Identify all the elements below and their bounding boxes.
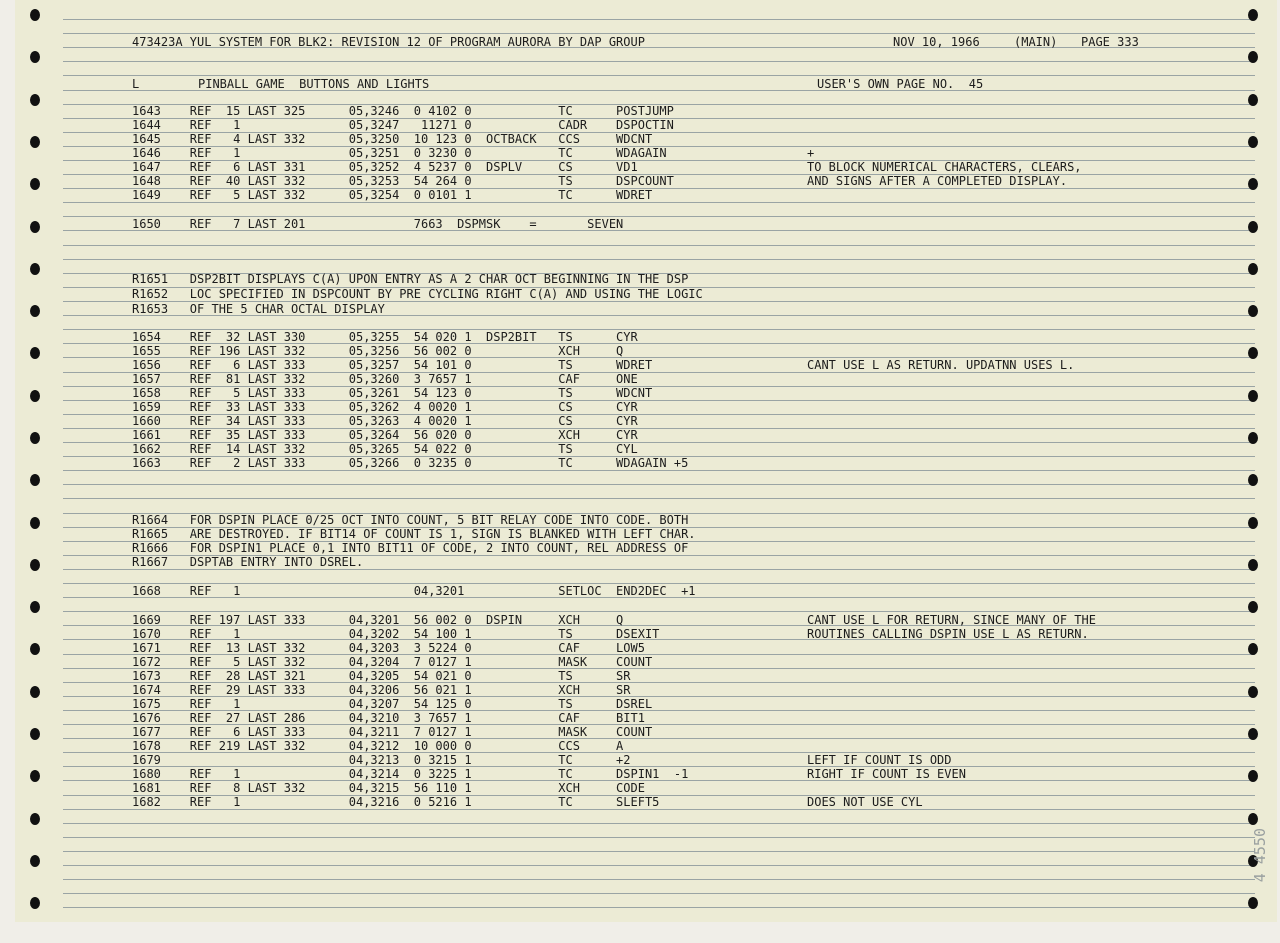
ruled-line (63, 809, 1255, 810)
listing-line: 1673 REF 28 LAST 321 04,3205 54 021 0 TS SR (132, 669, 631, 683)
remark-line: R1651 DSP2BIT DISPLAYS C(A) UPON ENTRY AS A 2 CHAR OCT BEGINNING IN THE DSP (132, 272, 689, 286)
tractor-hole (30, 643, 40, 655)
remark-line: R1653 OF THE 5 CHAR OCTAL DISPLAY (132, 302, 385, 316)
listing-line: 1681 REF 8 LAST 332 04,3215 56 110 1 XCH CODE (132, 781, 645, 795)
tractor-hole (1248, 94, 1258, 106)
tractor-hole (30, 347, 40, 359)
comment-line: + (807, 146, 815, 160)
header-title: 473423A YUL SYSTEM FOR BLK2: REVISION 12 OF PROGRAM AURORA BY DAP GROUP (132, 35, 645, 49)
ruled-line (63, 33, 1255, 34)
ruled-line (63, 611, 1255, 612)
comment-line: AND SIGNS AFTER A COMPLETED DISPLAY. (807, 174, 1068, 188)
header-page: PAGE 333 (1081, 35, 1139, 49)
tractor-hole (30, 686, 40, 698)
comment-line: DOES NOT USE CYL (807, 795, 923, 809)
listing-line: 1682 REF 1 04,3216 0 5216 1 TC SLEFT5 (132, 795, 660, 809)
listing-line: 1663 REF 2 LAST 333 05,3266 0 3235 0 TC WDAGAIN +5 (132, 456, 689, 470)
listing-line: 1660 REF 34 LAST 333 05,3263 4 0020 1 CS CYR (132, 414, 638, 428)
listing-line: 1659 REF 33 LAST 333 05,3262 4 0020 1 CS CYR (132, 400, 638, 414)
tractor-hole (1248, 263, 1258, 275)
ruled-line (63, 75, 1255, 76)
tractor-hole (1248, 51, 1258, 63)
comment-line: CANT USE L AS RETURN. UPDATNN USES L. (807, 358, 1075, 372)
header-date: NOV 10, 1966 (893, 35, 980, 49)
listing-line: 1649 REF 5 LAST 332 05,3254 0 0101 1 TC WDRET (132, 188, 653, 202)
tractor-hole (1248, 559, 1258, 571)
ruled-line (63, 245, 1255, 246)
comment-line: TO BLOCK NUMERICAL CHARACTERS, CLEARS, (807, 160, 1082, 174)
printout-sheet (15, 0, 1277, 922)
ruled-line (63, 202, 1255, 203)
tractor-hole (1248, 897, 1258, 909)
tractor-hole (30, 390, 40, 402)
ruled-line (63, 907, 1255, 908)
listing-line: 1669 REF 197 LAST 333 04,3201 56 002 0 DSPIN XCH Q (132, 613, 624, 627)
listing-line: 1680 REF 1 04,3214 0 3225 1 TC DSPIN1 -1 (132, 767, 689, 781)
remark-line: R1664 FOR DSPIN PLACE 0/25 OCT INTO COUNT, 5 BIT RELAY CODE INTO CODE. BOTH (132, 513, 689, 527)
tractor-hole (30, 813, 40, 825)
tractor-hole (1248, 643, 1258, 655)
tractor-hole (1248, 770, 1258, 782)
tractor-hole (1248, 136, 1258, 148)
tractor-hole (30, 474, 40, 486)
tractor-hole (30, 263, 40, 275)
listing-line: 1679 04,3213 0 3215 1 TC +2 (132, 753, 631, 767)
listing-line: 1644 REF 1 05,3247 11271 0 CADR DSPOCTIN (132, 118, 674, 132)
tractor-hole (30, 305, 40, 317)
tractor-hole (30, 94, 40, 106)
tractor-hole (1248, 601, 1258, 613)
tractor-hole (1248, 347, 1258, 359)
listing-line: 1648 REF 40 LAST 332 05,3253 54 264 0 TS DSPCOUNT (132, 174, 674, 188)
listing-line: 1675 REF 1 04,3207 54 125 0 TS DSREL (132, 697, 653, 711)
listing-line: 1654 REF 32 LAST 330 05,3255 54 020 1 DSP2BIT TS CYR (132, 330, 638, 344)
remark-line: R1667 DSPTAB ENTRY INTO DSREL. (132, 555, 364, 569)
ruled-line (63, 259, 1255, 260)
tractor-hole (30, 601, 40, 613)
tractor-hole (30, 51, 40, 63)
ruled-line (63, 470, 1255, 471)
listing-line: 1661 REF 35 LAST 333 05,3264 56 020 0 XCH CYR (132, 428, 638, 442)
tractor-hole (30, 559, 40, 571)
tractor-hole (1248, 474, 1258, 486)
listing-line: 1658 REF 5 LAST 333 05,3261 54 123 0 TS WDCNT (132, 386, 653, 400)
ruled-line (63, 879, 1255, 880)
comment-line: CANT USE L FOR RETURN, SINCE MANY OF THE (807, 613, 1096, 627)
listing-line: 1670 REF 1 04,3202 54 100 1 TS DSEXIT (132, 627, 660, 641)
ruled-line (63, 823, 1255, 824)
tractor-hole (1248, 178, 1258, 190)
tractor-hole (1248, 9, 1258, 21)
tractor-hole (1248, 686, 1258, 698)
tractor-hole (1248, 813, 1258, 825)
ruled-line (63, 19, 1255, 20)
comment-line: LEFT IF COUNT IS ODD (807, 753, 952, 767)
tractor-hole (30, 517, 40, 529)
ruled-line (63, 893, 1255, 894)
tractor-hole (30, 136, 40, 148)
sheet-stamp: 4 4550 (1251, 828, 1269, 883)
ruled-line (63, 569, 1255, 570)
ruled-line (63, 851, 1255, 852)
tractor-hole (1248, 390, 1258, 402)
tractor-hole (1248, 432, 1258, 444)
section-title: PINBALL GAME BUTTONS AND LIGHTS (198, 77, 430, 91)
ruled-line (63, 484, 1255, 485)
listing-line: 1650 REF 7 LAST 201 7663 DSPMSK = SEVEN (132, 217, 624, 231)
remark-line: R1665 ARE DESTROYED. IF BIT14 OF COUNT IS 1, SIGN IS BLANKED WITH LEFT CHAR. (132, 527, 696, 541)
listing-line: 1647 REF 6 LAST 331 05,3252 4 5237 0 DSPLV CS VD1 (132, 160, 638, 174)
remark-line: R1666 FOR DSPIN1 PLACE 0,1 INTO BIT11 OF CODE, 2 INTO COUNT, REL ADDRESS OF (132, 541, 689, 555)
tractor-hole (1248, 517, 1258, 529)
comment-line: ROUTINES CALLING DSPIN USE L AS RETURN. (807, 627, 1089, 641)
tractor-hole (30, 770, 40, 782)
tractor-hole (30, 897, 40, 909)
users-page-number: USER'S OWN PAGE NO. 45 (817, 77, 984, 91)
listing-line: 1671 REF 13 LAST 332 04,3203 3 5224 0 CAF LOW5 (132, 641, 645, 655)
listing-line: 1657 REF 81 LAST 332 05,3260 3 7657 1 CAF ONE (132, 372, 638, 386)
tractor-hole (30, 9, 40, 21)
listing-line: 1655 REF 196 LAST 332 05,3256 56 002 0 XCH Q (132, 344, 624, 358)
listing-line: 1645 REF 4 LAST 332 05,3250 10 123 0 OCTBACK CCS WDCNT (132, 132, 653, 146)
listing-line: 1677 REF 6 LAST 333 04,3211 7 0127 1 MASK COUNT (132, 725, 653, 739)
listing-line: 1662 REF 14 LAST 332 05,3265 54 022 0 TS CYL (132, 442, 638, 456)
comment-line: RIGHT IF COUNT IS EVEN (807, 767, 966, 781)
ruled-line (63, 837, 1255, 838)
listing-line: 1676 REF 27 LAST 286 04,3210 3 7657 1 CAF BIT1 (132, 711, 645, 725)
tractor-hole (30, 178, 40, 190)
ruled-line (63, 61, 1255, 62)
tractor-hole (30, 432, 40, 444)
listing-line: 1656 REF 6 LAST 333 05,3257 54 101 0 TS WDRET (132, 358, 653, 372)
tractor-hole (30, 221, 40, 233)
listing-line: 1678 REF 219 LAST 332 04,3212 10 000 0 CCS A (132, 739, 624, 753)
tractor-hole (30, 728, 40, 740)
listing-line: 1643 REF 15 LAST 325 05,3246 0 4102 0 TC POSTJUMP (132, 104, 674, 118)
listing-line: 1668 REF 1 04,3201 SETLOC END2DEC +1 (132, 584, 696, 598)
listing-line: 1646 REF 1 05,3251 0 3230 0 TC WDAGAIN (132, 146, 667, 160)
tractor-hole (1248, 728, 1258, 740)
ruled-line (63, 865, 1255, 866)
listing-line: 1674 REF 29 LAST 333 04,3206 56 021 1 XCH SR (132, 683, 631, 697)
ruled-line (63, 498, 1255, 499)
tractor-hole (30, 855, 40, 867)
tractor-hole (1248, 221, 1258, 233)
remark-line: R1652 LOC SPECIFIED IN DSPCOUNT BY PRE CYCLING RIGHT C(A) AND USING THE LOGIC (132, 287, 703, 301)
listing-line: 1672 REF 5 LAST 332 04,3204 7 0127 1 MASK COUNT (132, 655, 653, 669)
section-label: L (132, 77, 140, 91)
tractor-hole (1248, 305, 1258, 317)
header-mode: (MAIN) (1014, 35, 1058, 49)
